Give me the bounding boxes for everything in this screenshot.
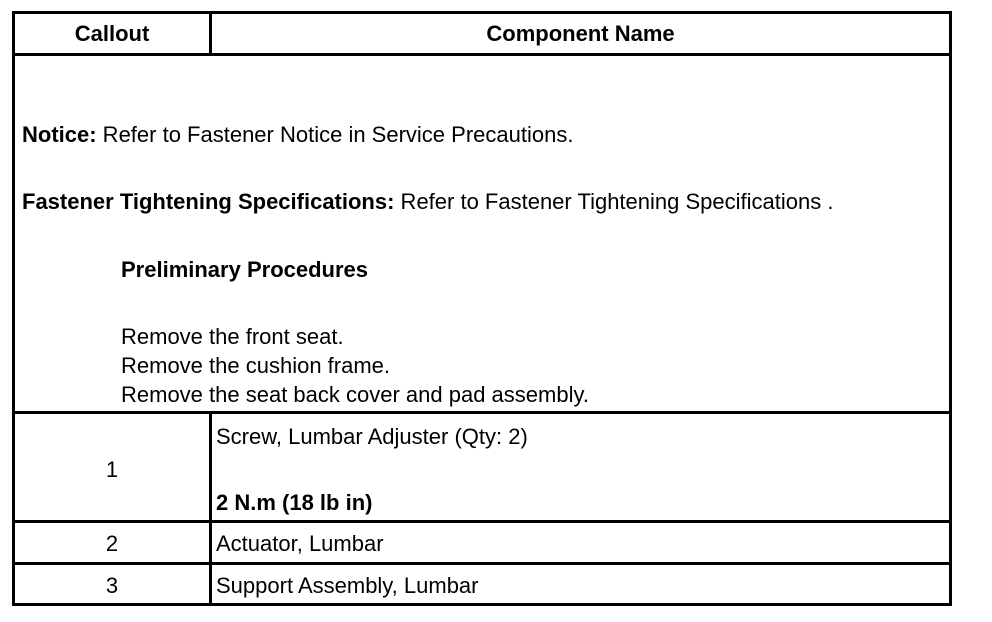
row-1-torque: 2 N.m (18 lb in) [216,490,373,515]
row-1-name: Screw, Lumbar Adjuster (Qty: 2) [216,424,528,449]
row-divider [15,520,949,523]
rows-column-divider [209,411,212,606]
row-3-callout: 3 [105,573,119,598]
step-item: Remove the front seat. [121,324,344,349]
row-3-name: Support Assembly, Lumbar [216,573,479,598]
header-column-divider [209,14,212,54]
header-divider [15,53,949,56]
intro-divider [15,411,949,414]
notice-text: Refer to Fastener Notice in Service Precautions. [96,122,574,147]
step-item: Remove the cushion frame. [121,353,391,378]
component-table [12,11,952,606]
step-item: Remove the seat back cover and pad assembly. [121,382,589,407]
preliminary-heading: Preliminary Procedures [121,257,369,282]
row-1-callout: 1 [105,457,119,482]
row-2-callout: 2 [105,531,119,556]
row-divider [15,562,949,565]
notice-line [22,122,573,148]
spec-line [22,189,833,215]
spec-label: Fastener Tightening Specifications: [22,189,395,214]
header-component-name: Component Name [486,21,675,46]
notice-label: Notice: [22,122,97,147]
header-callout: Callout [74,21,150,46]
spec-text: Refer to Fastener Tightening Specifications . [394,189,834,214]
row-2-name: Actuator, Lumbar [216,531,384,556]
